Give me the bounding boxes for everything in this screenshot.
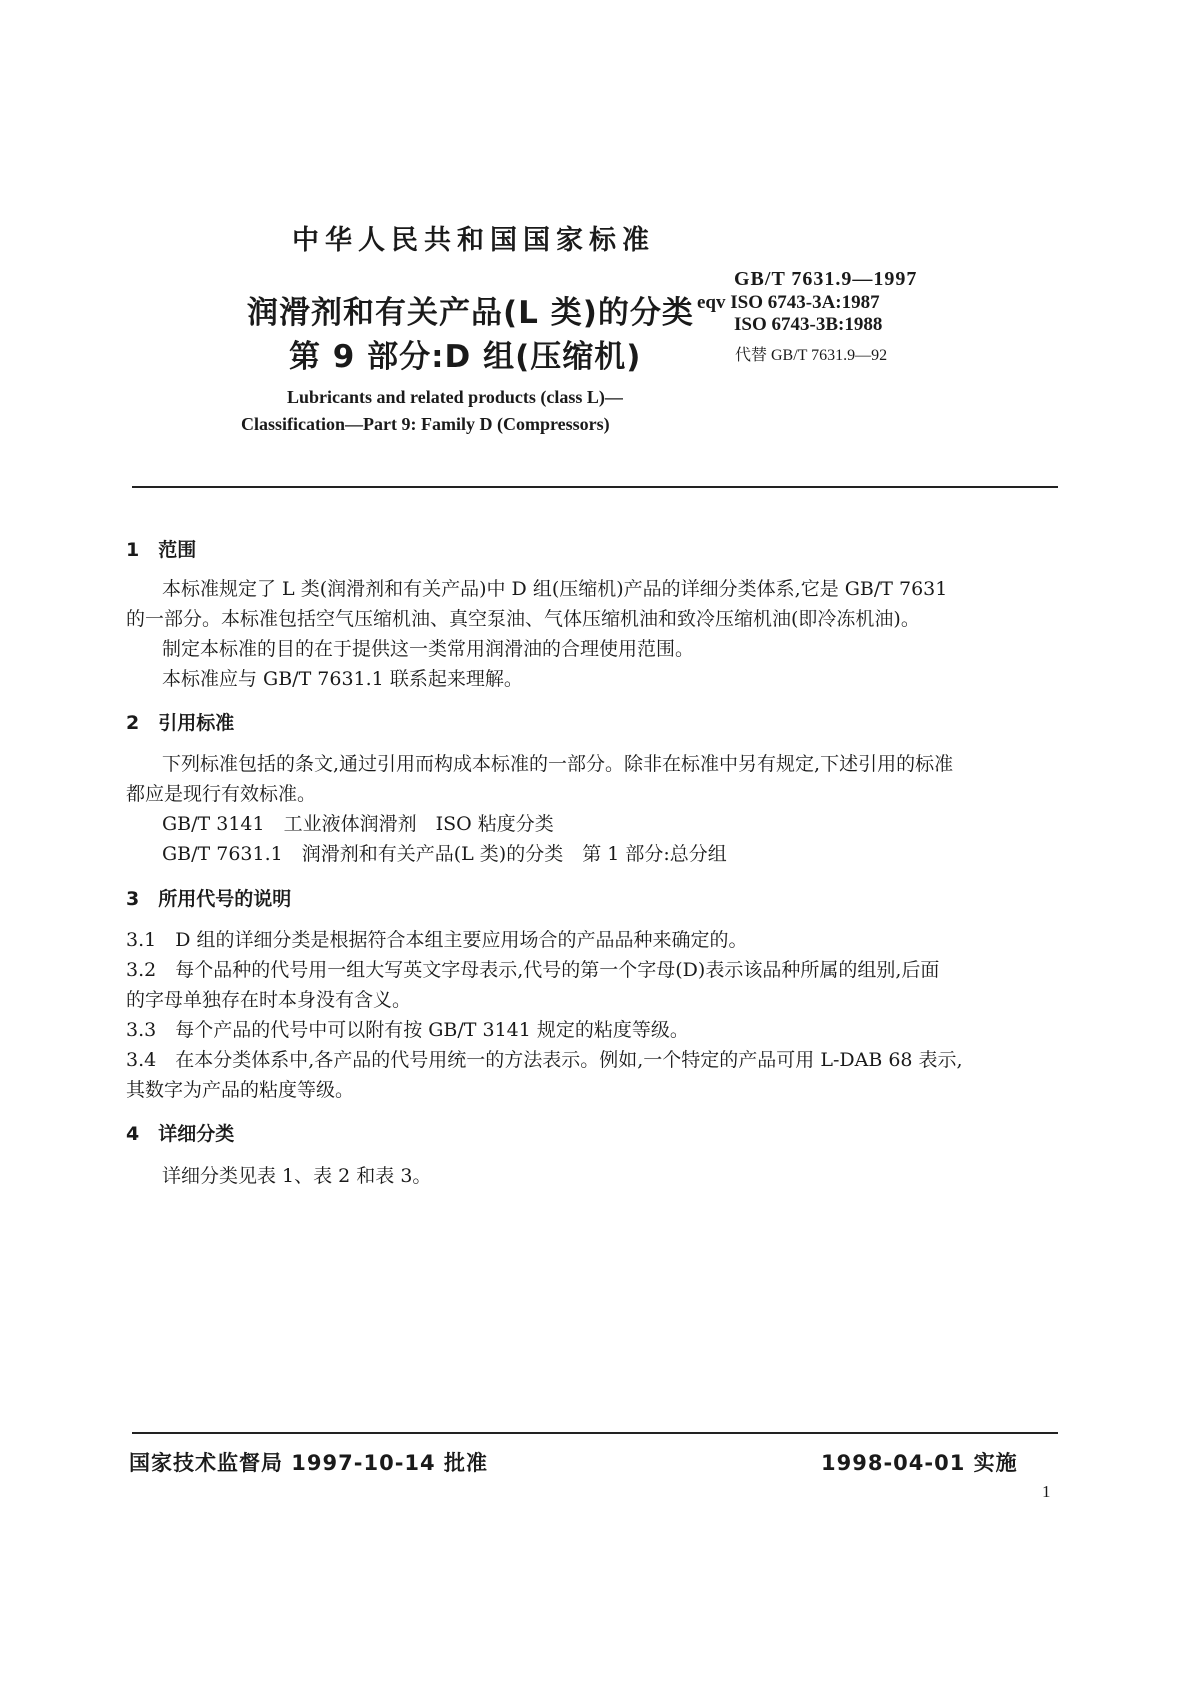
title-line-2: 第 9 部分:D 组(压缩机) (289, 339, 642, 375)
section-1-paragraph-line-1: 本标准规定了 L 类(润滑剂和有关产品)中 D 组(压缩机)产品的详细分类体系,它是 GB/T 7631 (162, 578, 948, 600)
implementation-date: 1998-04-01 实施 (821, 1451, 1018, 1475)
clause-3-2-line-1: 3.2 每个品种的代号用一组大写英文字母表示,代号的第一个字母(D)表示该品种所属的组别,后面 (126, 959, 940, 981)
clause-3-3: 3.3 每个产品的代号中可以附有按 GB/T 3141 规定的粘度等级。 (126, 1019, 689, 1041)
eqv-line-2: ISO 6743-3B:1988 (734, 314, 883, 335)
section-4-paragraph: 详细分类见表 1、表 2 和表 3。 (162, 1165, 432, 1187)
standard-number: GB/T 7631.9—1997 (734, 268, 918, 290)
clause-3-1: 3.1 D 组的详细分类是根据符合本组主要应用场合的产品品种来确定的。 (126, 929, 748, 951)
section-2-paragraph-line-1: 下列标准包括的条文,通过引用而构成本标准的一部分。除非在标准中另有规定,下述引用的标准 (162, 753, 954, 775)
clause-3-4-line-2: 其数字为产品的粘度等级。 (126, 1079, 355, 1101)
footer-divider (132, 1432, 1058, 1434)
header-divider (132, 486, 1058, 488)
approval-date: 国家技术监督局 1997-10-14 批准 (129, 1451, 488, 1475)
eqv-line-1: eqv ISO 6743-3A:1987 (697, 292, 880, 313)
title-line-1: 润滑剂和有关产品(L 类)的分类 (247, 295, 694, 331)
section-2-reference-2: GB/T 7631.1 润滑剂和有关产品(L 类)的分类 第 1 部分:总分组 (162, 843, 727, 865)
english-title-line-2: Classification—Part 9: Family D (Compressors) (241, 414, 610, 434)
section-3-heading: 3 所用代号的说明 (126, 888, 292, 910)
page-number: 1 (1042, 1482, 1051, 1501)
clause-3-2-line-2: 的字母单独存在时本身没有含义。 (126, 989, 412, 1011)
section-1-paragraph-line-2: 的一部分。本标准包括空气压缩机油、真空泵油、气体压缩机油和致冷压缩机油(即冷冻机油)。 (126, 608, 920, 630)
section-2-paragraph-line-2: 都应是现行有效标准。 (126, 783, 317, 805)
section-1-paragraph-3: 本标准应与 GB/T 7631.1 联系起来理解。 (162, 668, 523, 690)
replaces-note: 代替 GB/T 7631.9—92 (735, 347, 888, 364)
section-2-reference-1: GB/T 3141 工业液体润滑剂 ISO 粘度分类 (162, 813, 554, 835)
section-1-heading: 1 范围 (126, 539, 197, 561)
section-2-heading: 2 引用标准 (126, 712, 235, 734)
section-1-paragraph-2: 制定本标准的目的在于提供这一类常用润滑油的合理使用范围。 (162, 638, 695, 660)
section-4-heading: 4 详细分类 (126, 1123, 235, 1145)
national-standard-heading: 中华人民共和国国家标准 (292, 225, 655, 256)
clause-3-4-line-1: 3.4 在本分类体系中,各产品的代号用统一的方法表示。例如,一个特定的产品可用 L-DAB 68 表示, (126, 1049, 963, 1071)
english-title-line-1: Lubricants and related products (class L)— (287, 387, 623, 407)
